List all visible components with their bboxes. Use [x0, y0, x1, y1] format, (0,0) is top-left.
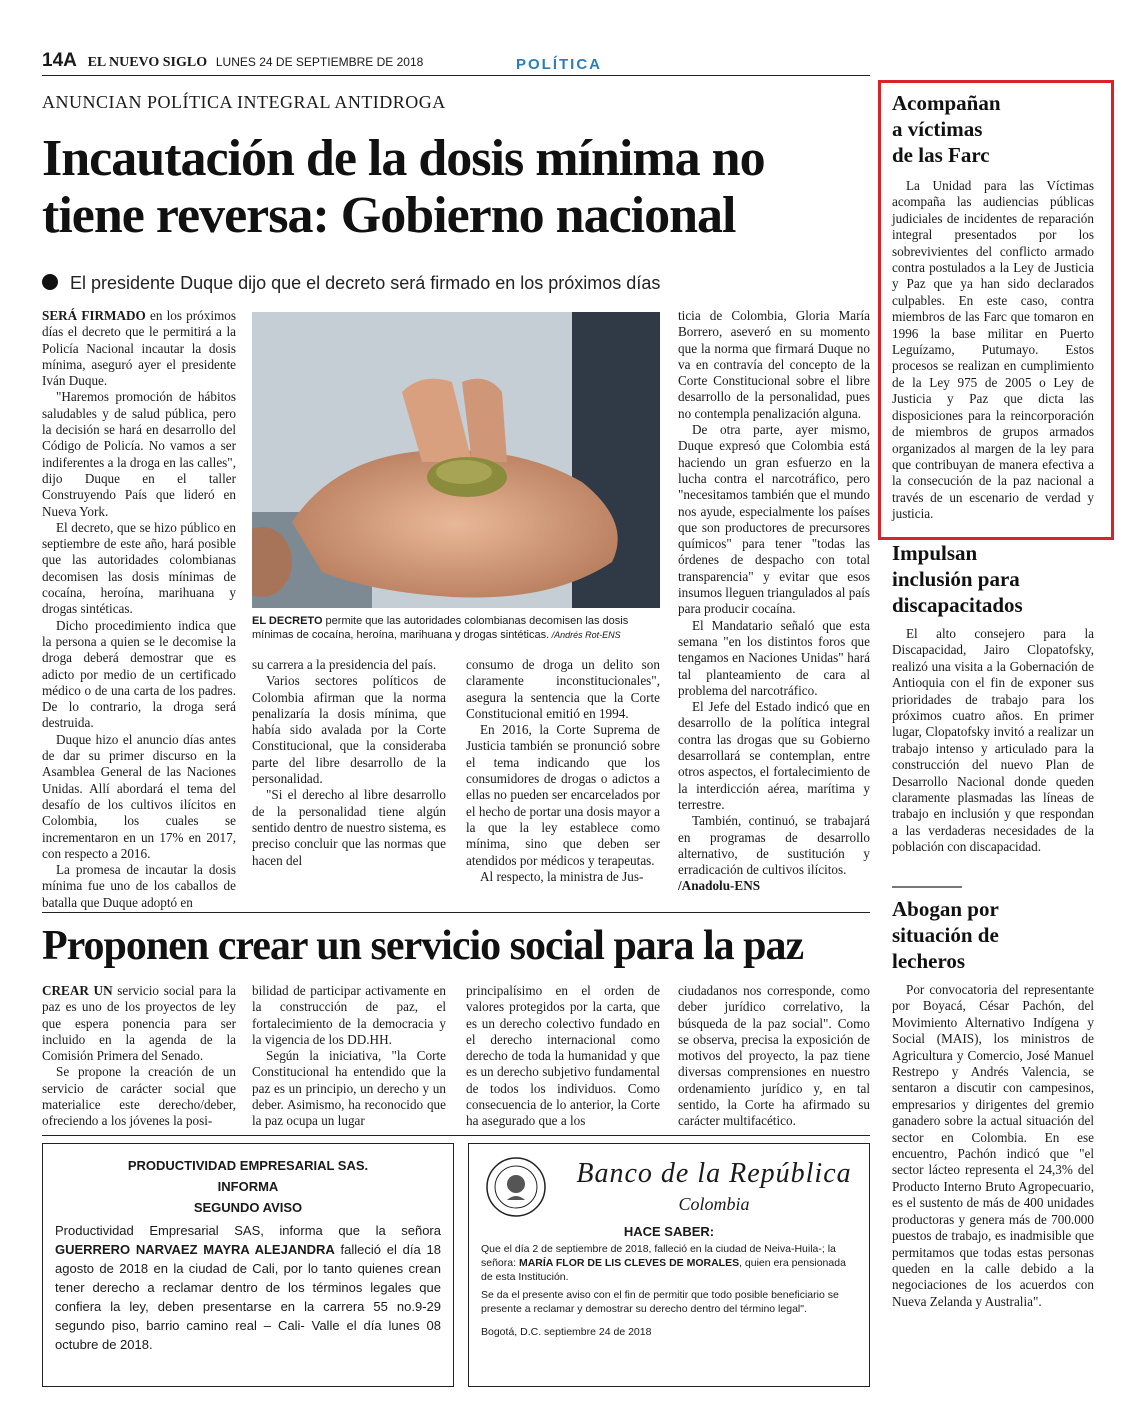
- paragraph: ticia de Colombia, Gloria María Borrero, aseveró en su momento que la norma que firmará Duque no va en contravía del concepto de la Corte Constitucional sobre el libre desarrollo de la personalidad, pues no contempla penalización alguna.: [678, 308, 870, 421]
- article1-signature: /Anadolu-ENS: [678, 878, 761, 894]
- paragraph: En 2016, la Corte Suprema de Justicia también se pronunció sobre el tema indicando que los consumidores de drogas o adictos a ellas no pueden ser encarcelados por el hecho de portar una dosis mayor a la que la ley establece como mínima, sino que deben ser atendidos por médicos y terapeutas.: [466, 722, 660, 868]
- sidebar-item-victimas: [876, 90, 1106, 523]
- ads-divider: [42, 1135, 870, 1136]
- paragraph: "Si el derecho al libre desarrollo de la personalidad tiene algún sentido dentro de nuestro sistema, es preciso concluir que las normas que hacen del: [252, 787, 446, 868]
- sidebar-body: La Unidad para las Víctimas acompaña las audiencias públicas judiciales de incidentes de reparación integral presentados por los sobrevivientes del conflicto armado contra postulados a la Ley de Justicia y Paz que ya han sido declarados culpables. En este caso, contra miembros de las Farc que tomaron en 1996 la base militar en Puerto Leguízamo, Putumayo. Estos procesos se realizan en cumplimiento de la Ley 975 de 2005 o Ley de Justicia y Paz que dicta las disposiciones para la reincorporación de miembros de grupos armados organizados al margen de la ley para que contribuyan de manera efectiva a la consecución de la paz nacional a través de un escenario de verdad y justicia.: [892, 178, 1094, 522]
- article1-column-1: [42, 308, 236, 911]
- article2-title: Proponen crear un servicio social para la paz: [42, 923, 804, 969]
- article-divider: [42, 912, 870, 913]
- bank-country: Colombia: [678, 1194, 750, 1214]
- page-number: 14A: [42, 50, 77, 71]
- paragraph: principalísimo en el orden de valores protegidos por la carta, que es un derecho colectivo fundado en el derecho internacional como derecho de toda la humanidad y que es un derecho subjetivo fundamental de todos los individuos. Como consecuencia de lo anterior, la Corte ha asegurado que a los: [466, 983, 660, 1129]
- sidebar-title: Acompañan a víctimas de las Farc: [892, 91, 1001, 167]
- paragraph: Dicho procedimiento indica que la persona a quien se le decomise la droga deberá demostrar que es adicto por medio de un certificado médico o de una carta de los padres. De lo contrario, la droga será destruida.: [42, 617, 236, 731]
- lead-word: SERÁ FIRMADO: [42, 308, 146, 323]
- sidebar-title: Impulsan inclusión para discapacitados: [892, 541, 1023, 617]
- paragraph: Según la iniciativa, "la Corte Constitucional ha entendido que la paz es un principio, un derecho y un deber. Asimismo, ha reconocido que la paz ocupa un lugar: [252, 1048, 446, 1129]
- paragraph: También, continuó, se trabajará en programas de desarrollo alternativo, de sustitución y erradicación de cultivos ilícitos.: [678, 813, 870, 878]
- ad1-company: PRODUCTIVIDAD EMPRESARIAL SAS.: [127, 1158, 369, 1173]
- article2-column-2: [252, 983, 446, 1130]
- ad2-name: MARÍA FLOR DE LIS CLEVES DE MORALES: [518, 1257, 740, 1269]
- ad2-date: Bogotá, D.C. septiembre 24 de 2018: [481, 1326, 652, 1338]
- article1-column-2: [252, 657, 446, 869]
- paragraph: bilidad de participar activamente en la construcción de paz, el fortalecimiento de la democracia y la vigencia de los DD.HH.: [252, 983, 446, 1047]
- page-header: [42, 50, 423, 72]
- article-photo: [252, 312, 660, 608]
- paragraph: "Haremos promoción de hábitos saludables y de salud pública, pero la decisión se hará en desarrollo del Código de Policía. No vamos a ser indiferentes a la droga en las calles", dijo Duque en el taller Construyendo País que lideró en Nueva York.: [42, 389, 236, 519]
- sidebar-title: Abogan por situación de lecheros: [892, 897, 999, 973]
- issue-date: LUNES 24 DE SEPTIEMBRE DE 2018: [215, 55, 424, 69]
- ad2-body-2: Se da el presente aviso con el fin de permitir que todo posible beneficiario se presente a reclamar y demostrar su derecho dentro del término legal".: [481, 1289, 839, 1315]
- legal-notice-banco-republica: [468, 1143, 870, 1387]
- section-name: POLÍTICA: [516, 56, 602, 73]
- paragraph: ciudadanos nos corresponde, como deber jurídico correlativo, la búsqueda de la paz social". Como se observa, precisa la exposición de motivos del proyecto, la paz tiene diversas comprensiones en nuestro ordenamiento jurídico y, en tal sentido, la Corte ha afirmado su carácter multifacético.: [678, 983, 870, 1129]
- sidebar-divider: [892, 886, 962, 888]
- paragraph: Duque hizo el anuncio días antes de dar su primer discurso en la Asamblea General de las Naciones Unidas. Allí abordará el tema del desafío de los cultivos ilícitos en Colombia, los cuales se incrementaron en un 17% en 2017, con respecto a 2016.: [42, 731, 236, 861]
- paragraph: consumo de droga un delito son claramente inconstitucionales", asegura la sentencia que la Corte Constitucional emitió en 1994.: [466, 657, 660, 721]
- bank-name: Banco de la República: [576, 1158, 852, 1189]
- legal-notice-productividad: [42, 1143, 454, 1387]
- sidebar-item-lecheros: [876, 896, 1106, 1310]
- sidebar-body: Por convocatoria del representante por Boyacá, César Pachón, del Movimiento Alternativo Indígena y Social (MAIS), los ministros de Agricultura y Comercio, José Manuel Restrepo y Andrés Valencia, se sentaron a discutir con campesinos, empresarios y dirigentes del gremio ganadero sobre la actual situación del sector en Colombia. En ese encuentro, Pachón indicó que "el sector lácteo representa el 24,3% del Producto Interno Bruto Agropecuario, es el sustento de más de 400 unidades productoras y genera más de 700.000 puestos de trabajo, es inadmisible que permitamos que todas estas personas queden en la calle debido a la negociaciones de los acuerdos con Nueva Zelanda y Australia".: [892, 982, 1094, 1309]
- hand-with-drug-icon: [252, 312, 660, 608]
- photo-caption: [252, 614, 660, 642]
- paragraph: El decreto, que se hizo público en septiembre de este año, hará posible que las autoridades colombianas decomisen las dosis mínimas de cocaína, heroína, marihuana y drogas sintéticas.: [42, 519, 236, 617]
- header-rule: [42, 75, 870, 76]
- article1-subtitle-text: El presidente Duque dijo que el decreto será firmado en los próximos días: [70, 273, 661, 293]
- sidebar-item-discapacitados: [876, 540, 1106, 856]
- article2-column-1: [42, 983, 236, 1130]
- article1-column-4: [678, 308, 870, 895]
- paragraph: De otra parte, ayer mismo, Duque expresó que Colombia está haciendo un gran esfuerzo en la lucha contra el narcotráfico, pero "necesitamos también que el mundo nos ayude, especialmente los países que son productores de precursores químicos" para tener "todas las órdenes de despacho con total transparencia" y evitar que esos insumos lleguen triangulados al país para producir cocaína.: [678, 422, 870, 617]
- ad2-body: Que el día 2 de septiembre de 2018, falleció en la ciudad de Neiva-Huila-; la señora: MARÍA FLOR DE LIS CLEVES DE MORALES, quien era pensionada de esta Institución.: [481, 1243, 846, 1283]
- ad2-hace-saber: HACE SABER:: [623, 1224, 715, 1239]
- paragraph: El Mandatario señaló que esta semana "en los distintos foros que tengamos en Naciones Unidas" hará tal planteamiento de cara al problema del narcotráfico.: [678, 617, 870, 698]
- ad1-body: Productividad Empresarial SAS, informa que la señora GUERRERO NARVAEZ MAYRA ALEJANDRA falleció el día 18 agosto de 2018 en la ciudad de Cali, por lo tanto quienes crean tener derecho a reclamar dentro de los términos legales que confiera la ley, deben presentarse en la carrera 55 no.9-29 segundo piso, barrio camino real – Cali- Valle el día lunes 08 octubre de 2018.: [55, 1223, 441, 1352]
- caption-text: permite que las autoridades colombianas decomisen las dosis mínimas de cocaína, heroína, marihuana y drogas sintéticas.: [252, 615, 629, 641]
- ad1-name: GUERRERO NARVAEZ MAYRA ALEJANDRA: [55, 1242, 335, 1257]
- sidebar-body: El alto consejero para la Discapacidad, Jairo Clopatofsky, realizó una visita a la Gobernación de Antioquia con el fin de exponer sus prioridades de trabajo para los próximos cuatro años. En primer lugar, Clopatofsky invitó a realizar un trabajo intenso y articulado para la construcción del nuevo Plan de Desarrollo Nacional donde queden claramente plasmadas las líneas de trabajo en inclusión y que respondan a las verdaderas necesidades de la población con discapacidad.: [892, 626, 1094, 855]
- paragraph: Al respecto, la ministra de Jus-: [480, 868, 644, 884]
- paragraph: su carrera a la presidencia del país.: [252, 657, 437, 672]
- paragraph: Varios sectores políticos de Colombia afirman que la norma penalizaría la dosis mínima, que había sido avalada por la Corte Constitucional, que la consideraba parte del libre desarrollo de la personalidad.: [252, 673, 446, 787]
- ad1-aviso: SEGUNDO AVISO: [193, 1200, 303, 1215]
- article2-column-3: [466, 983, 660, 1130]
- article2-column-4: [678, 983, 870, 1130]
- bank-seal-icon: [485, 1156, 547, 1218]
- paragraph: La promesa de incautar la dosis mínima fue uno de los caballos de batalla que Duque adoptó en: [42, 862, 236, 910]
- article1-subtitle: [42, 273, 660, 294]
- paper-name: EL NUEVO SIGLO: [87, 55, 208, 70]
- photo-credit: /Andrés Rot-ENS: [549, 630, 621, 640]
- paragraph: El Jefe del Estado indicó que en desarrollo de la política integral contra las drogas que su Gobierno desarrollará se contemplan, entre otros aspectos, el fortalecimiento de la interdicción aérea, marítima y terrestre.: [678, 699, 870, 812]
- paragraph: SERÁ FIRMADO en los próximos días el decreto que le permitirá a la Policía Nacional incautar la dosis mínima, aseguró ayer el presidente Iván Duque.: [42, 308, 236, 389]
- article1-kicker: ANUNCIAN POLÍTICA INTEGRAL ANTIDROGA: [42, 92, 446, 112]
- bullet-icon: [42, 274, 58, 290]
- paragraph: Se propone la creación de un servicio de carácter social que materialice este derecho/deber, ofreciendo a los jóvenes la posi-: [42, 1064, 236, 1129]
- article1-column-3: [466, 657, 660, 885]
- lead-word: CREAR UN: [42, 983, 113, 998]
- ad1-informa: INFORMA: [217, 1179, 279, 1194]
- paragraph: CREAR UN servicio social para la paz es uno de los proyectos de ley que espera ponencia para ser incluido en la agenda de la Comisión Primera del Senado.: [42, 983, 236, 1064]
- caption-lead: EL DECRETO: [252, 615, 323, 627]
- article1-title: Incautación de la dosis mínima no tiene reversa: Gobierno nacional: [42, 130, 765, 245]
